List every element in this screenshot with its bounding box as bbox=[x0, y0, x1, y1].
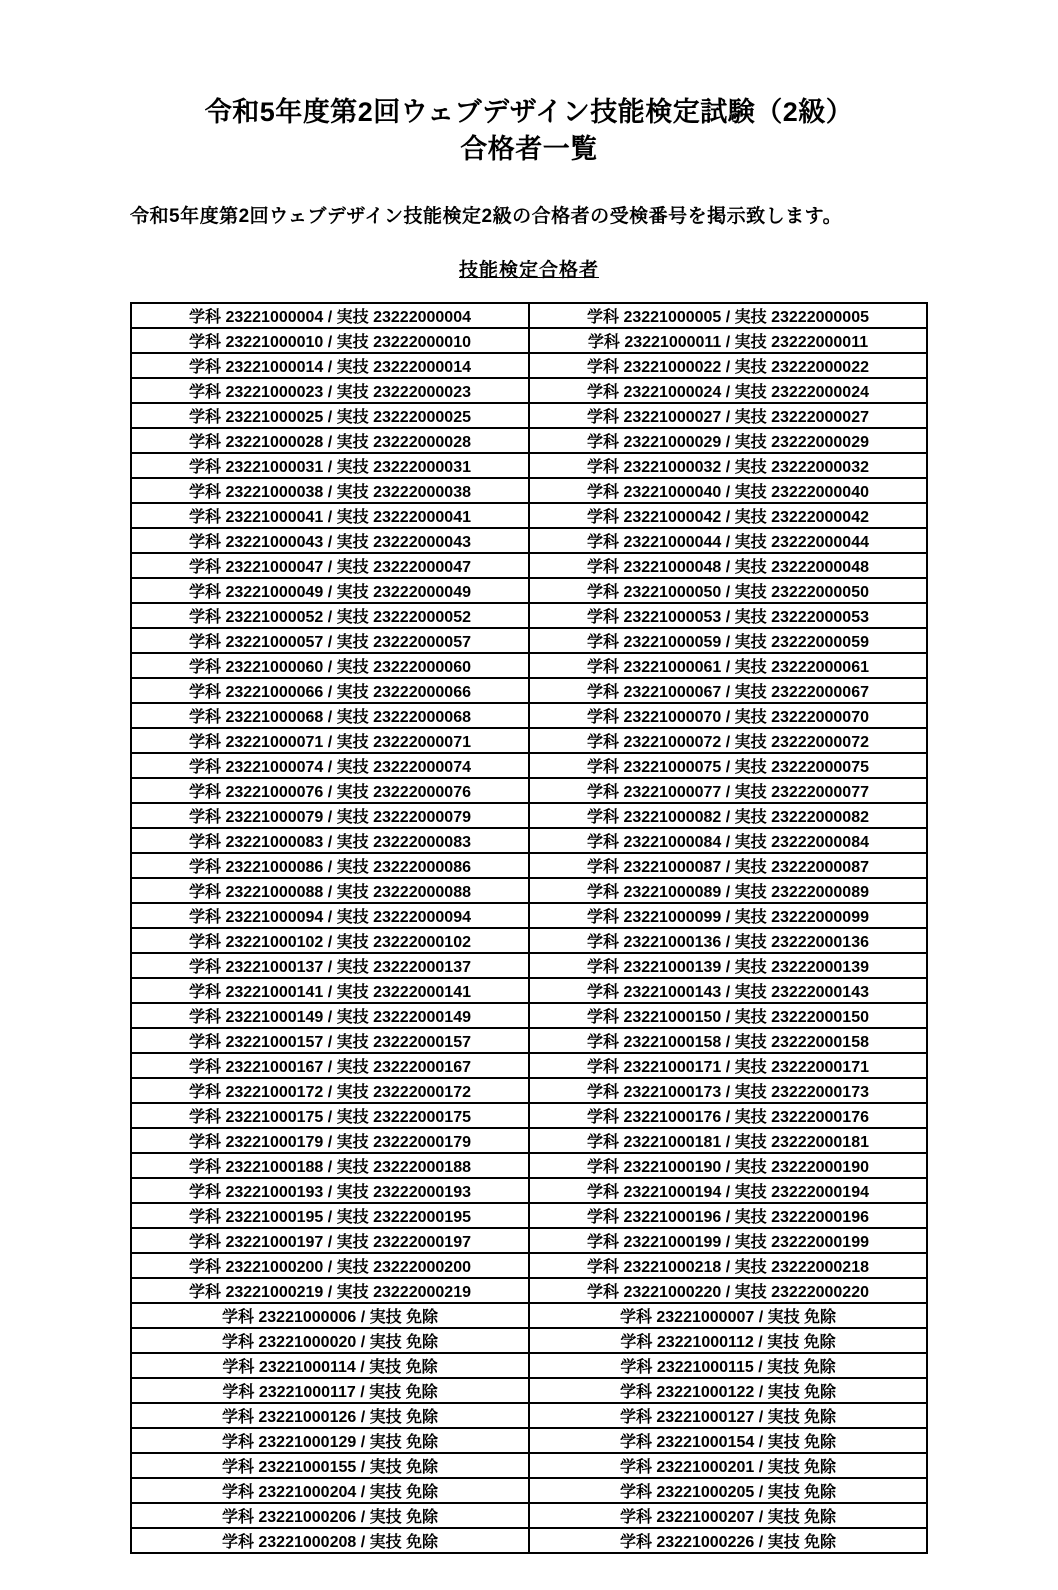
result-cell: 学科 23221000139 / 実技 23222000139 bbox=[529, 953, 927, 978]
result-cell: 学科 23221000155 / 実技 免除 bbox=[131, 1453, 529, 1478]
result-cell: 学科 23221000061 / 実技 23222000061 bbox=[529, 653, 927, 678]
result-cell: 学科 23221000042 / 実技 23222000042 bbox=[529, 503, 927, 528]
result-cell: 学科 23221000176 / 実技 23222000176 bbox=[529, 1103, 927, 1128]
result-cell: 学科 23221000126 / 実技 免除 bbox=[131, 1403, 529, 1428]
result-cell: 学科 23221000197 / 実技 23222000197 bbox=[131, 1228, 529, 1253]
result-cell: 学科 23221000087 / 実技 23222000087 bbox=[529, 853, 927, 878]
table-row bbox=[131, 1203, 927, 1228]
result-cell: 学科 23221000094 / 実技 23222000094 bbox=[131, 903, 529, 928]
result-cell: 学科 23221000102 / 実技 23222000102 bbox=[131, 928, 529, 953]
table-row bbox=[131, 1178, 927, 1203]
result-cell: 学科 23221000220 / 実技 23222000220 bbox=[529, 1278, 927, 1303]
result-cell: 学科 23221000200 / 実技 23222000200 bbox=[131, 1253, 529, 1278]
result-cell: 学科 23221000023 / 実技 23222000023 bbox=[131, 378, 529, 403]
table-row bbox=[131, 353, 927, 378]
result-cell: 学科 23221000083 / 実技 23222000083 bbox=[131, 828, 529, 853]
result-cell: 学科 23221000137 / 実技 23222000137 bbox=[131, 953, 529, 978]
table-row bbox=[131, 778, 927, 803]
result-cell: 学科 23221000024 / 実技 23222000024 bbox=[529, 378, 927, 403]
table-row bbox=[131, 303, 927, 328]
table-row bbox=[131, 728, 927, 753]
table-row bbox=[131, 1503, 927, 1528]
result-cell: 学科 23221000010 / 実技 23222000010 bbox=[131, 328, 529, 353]
result-cell: 学科 23221000029 / 実技 23222000029 bbox=[529, 428, 927, 453]
table-row bbox=[131, 1453, 927, 1478]
table-row bbox=[131, 1003, 927, 1028]
result-cell: 学科 23221000006 / 実技 免除 bbox=[131, 1303, 529, 1328]
table-row bbox=[131, 978, 927, 1003]
table-row bbox=[131, 1303, 927, 1328]
result-cell: 学科 23221000072 / 実技 23222000072 bbox=[529, 728, 927, 753]
result-cell: 学科 23221000181 / 実技 23222000181 bbox=[529, 1128, 927, 1153]
result-cell: 学科 23221000205 / 実技 免除 bbox=[529, 1478, 927, 1503]
result-cell: 学科 23221000112 / 実技 免除 bbox=[529, 1328, 927, 1353]
page-title bbox=[0, 94, 1058, 168]
result-cell: 学科 23221000204 / 実技 免除 bbox=[131, 1478, 529, 1503]
result-cell: 学科 23221000117 / 実技 免除 bbox=[131, 1378, 529, 1403]
table-row bbox=[131, 903, 927, 928]
table-row bbox=[131, 328, 927, 353]
table-row bbox=[131, 628, 927, 653]
result-cell: 学科 23221000027 / 実技 23222000027 bbox=[529, 403, 927, 428]
table-row bbox=[131, 1053, 927, 1078]
result-cell: 学科 23221000044 / 実技 23222000044 bbox=[529, 528, 927, 553]
result-cell: 学科 23221000099 / 実技 23222000099 bbox=[529, 903, 927, 928]
table-row bbox=[131, 528, 927, 553]
result-cell: 学科 23221000188 / 実技 23222000188 bbox=[131, 1153, 529, 1178]
result-cell: 学科 23221000136 / 実技 23222000136 bbox=[529, 928, 927, 953]
result-cell: 学科 23221000071 / 実技 23222000071 bbox=[131, 728, 529, 753]
page-title-line1: 令和5年度第2回ウェブデザイン技能検定試験（2級） bbox=[204, 97, 854, 127]
result-cell: 学科 23221000047 / 実技 23222000047 bbox=[131, 553, 529, 578]
table-row bbox=[131, 678, 927, 703]
result-cell: 学科 23221000206 / 実技 免除 bbox=[131, 1503, 529, 1528]
result-cell: 学科 23221000193 / 実技 23222000193 bbox=[131, 1178, 529, 1203]
table-row bbox=[131, 1428, 927, 1453]
result-cell: 学科 23221000020 / 実技 免除 bbox=[131, 1328, 529, 1353]
table-row bbox=[131, 1378, 927, 1403]
result-cell: 学科 23221000173 / 実技 23222000173 bbox=[529, 1078, 927, 1103]
result-cell: 学科 23221000127 / 実技 免除 bbox=[529, 1403, 927, 1428]
result-cell: 学科 23221000208 / 実技 免除 bbox=[131, 1528, 529, 1553]
table-row bbox=[131, 1128, 927, 1153]
result-cell: 学科 23221000070 / 実技 23222000070 bbox=[529, 703, 927, 728]
result-cell: 学科 23221000226 / 実技 免除 bbox=[529, 1528, 927, 1553]
table-row bbox=[131, 1528, 927, 1553]
result-cell: 学科 23221000088 / 実技 23222000088 bbox=[131, 878, 529, 903]
result-cell: 学科 23221000167 / 実技 23222000167 bbox=[131, 1053, 529, 1078]
result-cell: 学科 23221000038 / 実技 23222000038 bbox=[131, 478, 529, 503]
result-cell: 学科 23221000201 / 実技 免除 bbox=[529, 1453, 927, 1478]
result-cell: 学科 23221000052 / 実技 23222000052 bbox=[131, 603, 529, 628]
table-row bbox=[131, 1253, 927, 1278]
table-row bbox=[131, 1478, 927, 1503]
table-row bbox=[131, 703, 927, 728]
section-heading: 技能検定合格者 bbox=[458, 260, 599, 281]
result-cell: 学科 23221000143 / 実技 23222000143 bbox=[529, 978, 927, 1003]
result-cell: 学科 23221000022 / 実技 23222000022 bbox=[529, 353, 927, 378]
result-cell: 学科 23221000115 / 実技 免除 bbox=[529, 1353, 927, 1378]
result-cell: 学科 23221000025 / 実技 23222000025 bbox=[131, 403, 529, 428]
table-row bbox=[131, 803, 927, 828]
table-row bbox=[131, 1228, 927, 1253]
result-cell: 学科 23221000048 / 実技 23222000048 bbox=[529, 553, 927, 578]
table-row bbox=[131, 1078, 927, 1103]
table-row bbox=[131, 1103, 927, 1128]
result-cell: 学科 23221000075 / 実技 23222000075 bbox=[529, 753, 927, 778]
result-cell: 学科 23221000068 / 実技 23222000068 bbox=[131, 703, 529, 728]
result-cell: 学科 23221000032 / 実技 23222000032 bbox=[529, 453, 927, 478]
table-row bbox=[131, 1278, 927, 1303]
result-cell: 学科 23221000086 / 実技 23222000086 bbox=[131, 853, 529, 878]
result-cell: 学科 23221000004 / 実技 23222000004 bbox=[131, 303, 529, 328]
result-cell: 学科 23221000074 / 実技 23222000074 bbox=[131, 753, 529, 778]
result-cell: 学科 23221000079 / 実技 23222000079 bbox=[131, 803, 529, 828]
result-cell: 学科 23221000122 / 実技 免除 bbox=[529, 1378, 927, 1403]
result-cell: 学科 23221000040 / 実技 23222000040 bbox=[529, 478, 927, 503]
result-cell: 学科 23221000011 / 実技 23222000011 bbox=[529, 328, 927, 353]
result-cell: 学科 23221000150 / 実技 23222000150 bbox=[529, 1003, 927, 1028]
result-cell: 学科 23221000157 / 実技 23222000157 bbox=[131, 1028, 529, 1053]
result-cell: 学科 23221000050 / 実技 23222000050 bbox=[529, 578, 927, 603]
result-cell: 学科 23221000005 / 実技 23222000005 bbox=[529, 303, 927, 328]
table-row bbox=[131, 1328, 927, 1353]
table-row bbox=[131, 428, 927, 453]
result-cell: 学科 23221000028 / 実技 23222000028 bbox=[131, 428, 529, 453]
result-cell: 学科 23221000207 / 実技 免除 bbox=[529, 1503, 927, 1528]
table-row bbox=[131, 403, 927, 428]
result-cell: 学科 23221000218 / 実技 23222000218 bbox=[529, 1253, 927, 1278]
result-cell: 学科 23221000219 / 実技 23222000219 bbox=[131, 1278, 529, 1303]
table-row bbox=[131, 1353, 927, 1378]
page-title-line2: 合格者一覧 bbox=[460, 134, 598, 164]
document-page bbox=[0, 94, 1058, 1590]
table-row bbox=[131, 828, 927, 853]
result-cell: 学科 23221000194 / 実技 23222000194 bbox=[529, 1178, 927, 1203]
result-cell: 学科 23221000195 / 実技 23222000195 bbox=[131, 1203, 529, 1228]
result-cell: 学科 23221000190 / 実技 23222000190 bbox=[529, 1153, 927, 1178]
table-row bbox=[131, 953, 927, 978]
table-row bbox=[131, 1403, 927, 1428]
table-row bbox=[131, 1153, 927, 1178]
result-cell: 学科 23221000171 / 実技 23222000171 bbox=[529, 1053, 927, 1078]
result-cell: 学科 23221000114 / 実技 免除 bbox=[131, 1353, 529, 1378]
result-cell: 学科 23221000007 / 実技 免除 bbox=[529, 1303, 927, 1328]
result-cell: 学科 23221000077 / 実技 23222000077 bbox=[529, 778, 927, 803]
result-cell: 学科 23221000049 / 実技 23222000049 bbox=[131, 578, 529, 603]
table-row bbox=[131, 503, 927, 528]
table-row bbox=[131, 653, 927, 678]
table-row bbox=[131, 578, 927, 603]
table-row bbox=[131, 478, 927, 503]
result-cell: 学科 23221000149 / 実技 23222000149 bbox=[131, 1003, 529, 1028]
result-cell: 学科 23221000082 / 実技 23222000082 bbox=[529, 803, 927, 828]
intro-text: 令和5年度第2回ウェブデザイン技能検定2級の合格者の受検番号を掲示致します。 bbox=[130, 206, 843, 227]
table-row bbox=[131, 603, 927, 628]
table-row bbox=[131, 853, 927, 878]
result-cell: 学科 23221000158 / 実技 23222000158 bbox=[529, 1028, 927, 1053]
table-row bbox=[131, 878, 927, 903]
result-cell: 学科 23221000041 / 実技 23222000041 bbox=[131, 503, 529, 528]
table-row bbox=[131, 553, 927, 578]
result-cell: 学科 23221000196 / 実技 23222000196 bbox=[529, 1203, 927, 1228]
result-cell: 学科 23221000175 / 実技 23222000175 bbox=[131, 1103, 529, 1128]
results-table bbox=[130, 302, 928, 1554]
result-cell: 学科 23221000179 / 実技 23222000179 bbox=[131, 1128, 529, 1153]
result-cell: 学科 23221000053 / 実技 23222000053 bbox=[529, 603, 927, 628]
result-cell: 学科 23221000084 / 実技 23222000084 bbox=[529, 828, 927, 853]
table-row bbox=[131, 453, 927, 478]
result-cell: 学科 23221000014 / 実技 23222000014 bbox=[131, 353, 529, 378]
results-table-body bbox=[131, 303, 927, 1553]
result-cell: 学科 23221000031 / 実技 23222000031 bbox=[131, 453, 529, 478]
result-cell: 学科 23221000057 / 実技 23222000057 bbox=[131, 628, 529, 653]
result-cell: 学科 23221000043 / 実技 23222000043 bbox=[131, 528, 529, 553]
result-cell: 学科 23221000199 / 実技 23222000199 bbox=[529, 1228, 927, 1253]
result-cell: 学科 23221000067 / 実技 23222000067 bbox=[529, 678, 927, 703]
result-cell: 学科 23221000089 / 実技 23222000089 bbox=[529, 878, 927, 903]
result-cell: 学科 23221000141 / 実技 23222000141 bbox=[131, 978, 529, 1003]
result-cell: 学科 23221000076 / 実技 23222000076 bbox=[131, 778, 529, 803]
result-cell: 学科 23221000059 / 実技 23222000059 bbox=[529, 628, 927, 653]
result-cell: 学科 23221000154 / 実技 免除 bbox=[529, 1428, 927, 1453]
table-row bbox=[131, 378, 927, 403]
table-row bbox=[131, 928, 927, 953]
result-cell: 学科 23221000066 / 実技 23222000066 bbox=[131, 678, 529, 703]
result-cell: 学科 23221000060 / 実技 23222000060 bbox=[131, 653, 529, 678]
result-cell: 学科 23221000172 / 実技 23222000172 bbox=[131, 1078, 529, 1103]
result-cell: 学科 23221000129 / 実技 免除 bbox=[131, 1428, 529, 1453]
table-row bbox=[131, 753, 927, 778]
table-row bbox=[131, 1028, 927, 1053]
